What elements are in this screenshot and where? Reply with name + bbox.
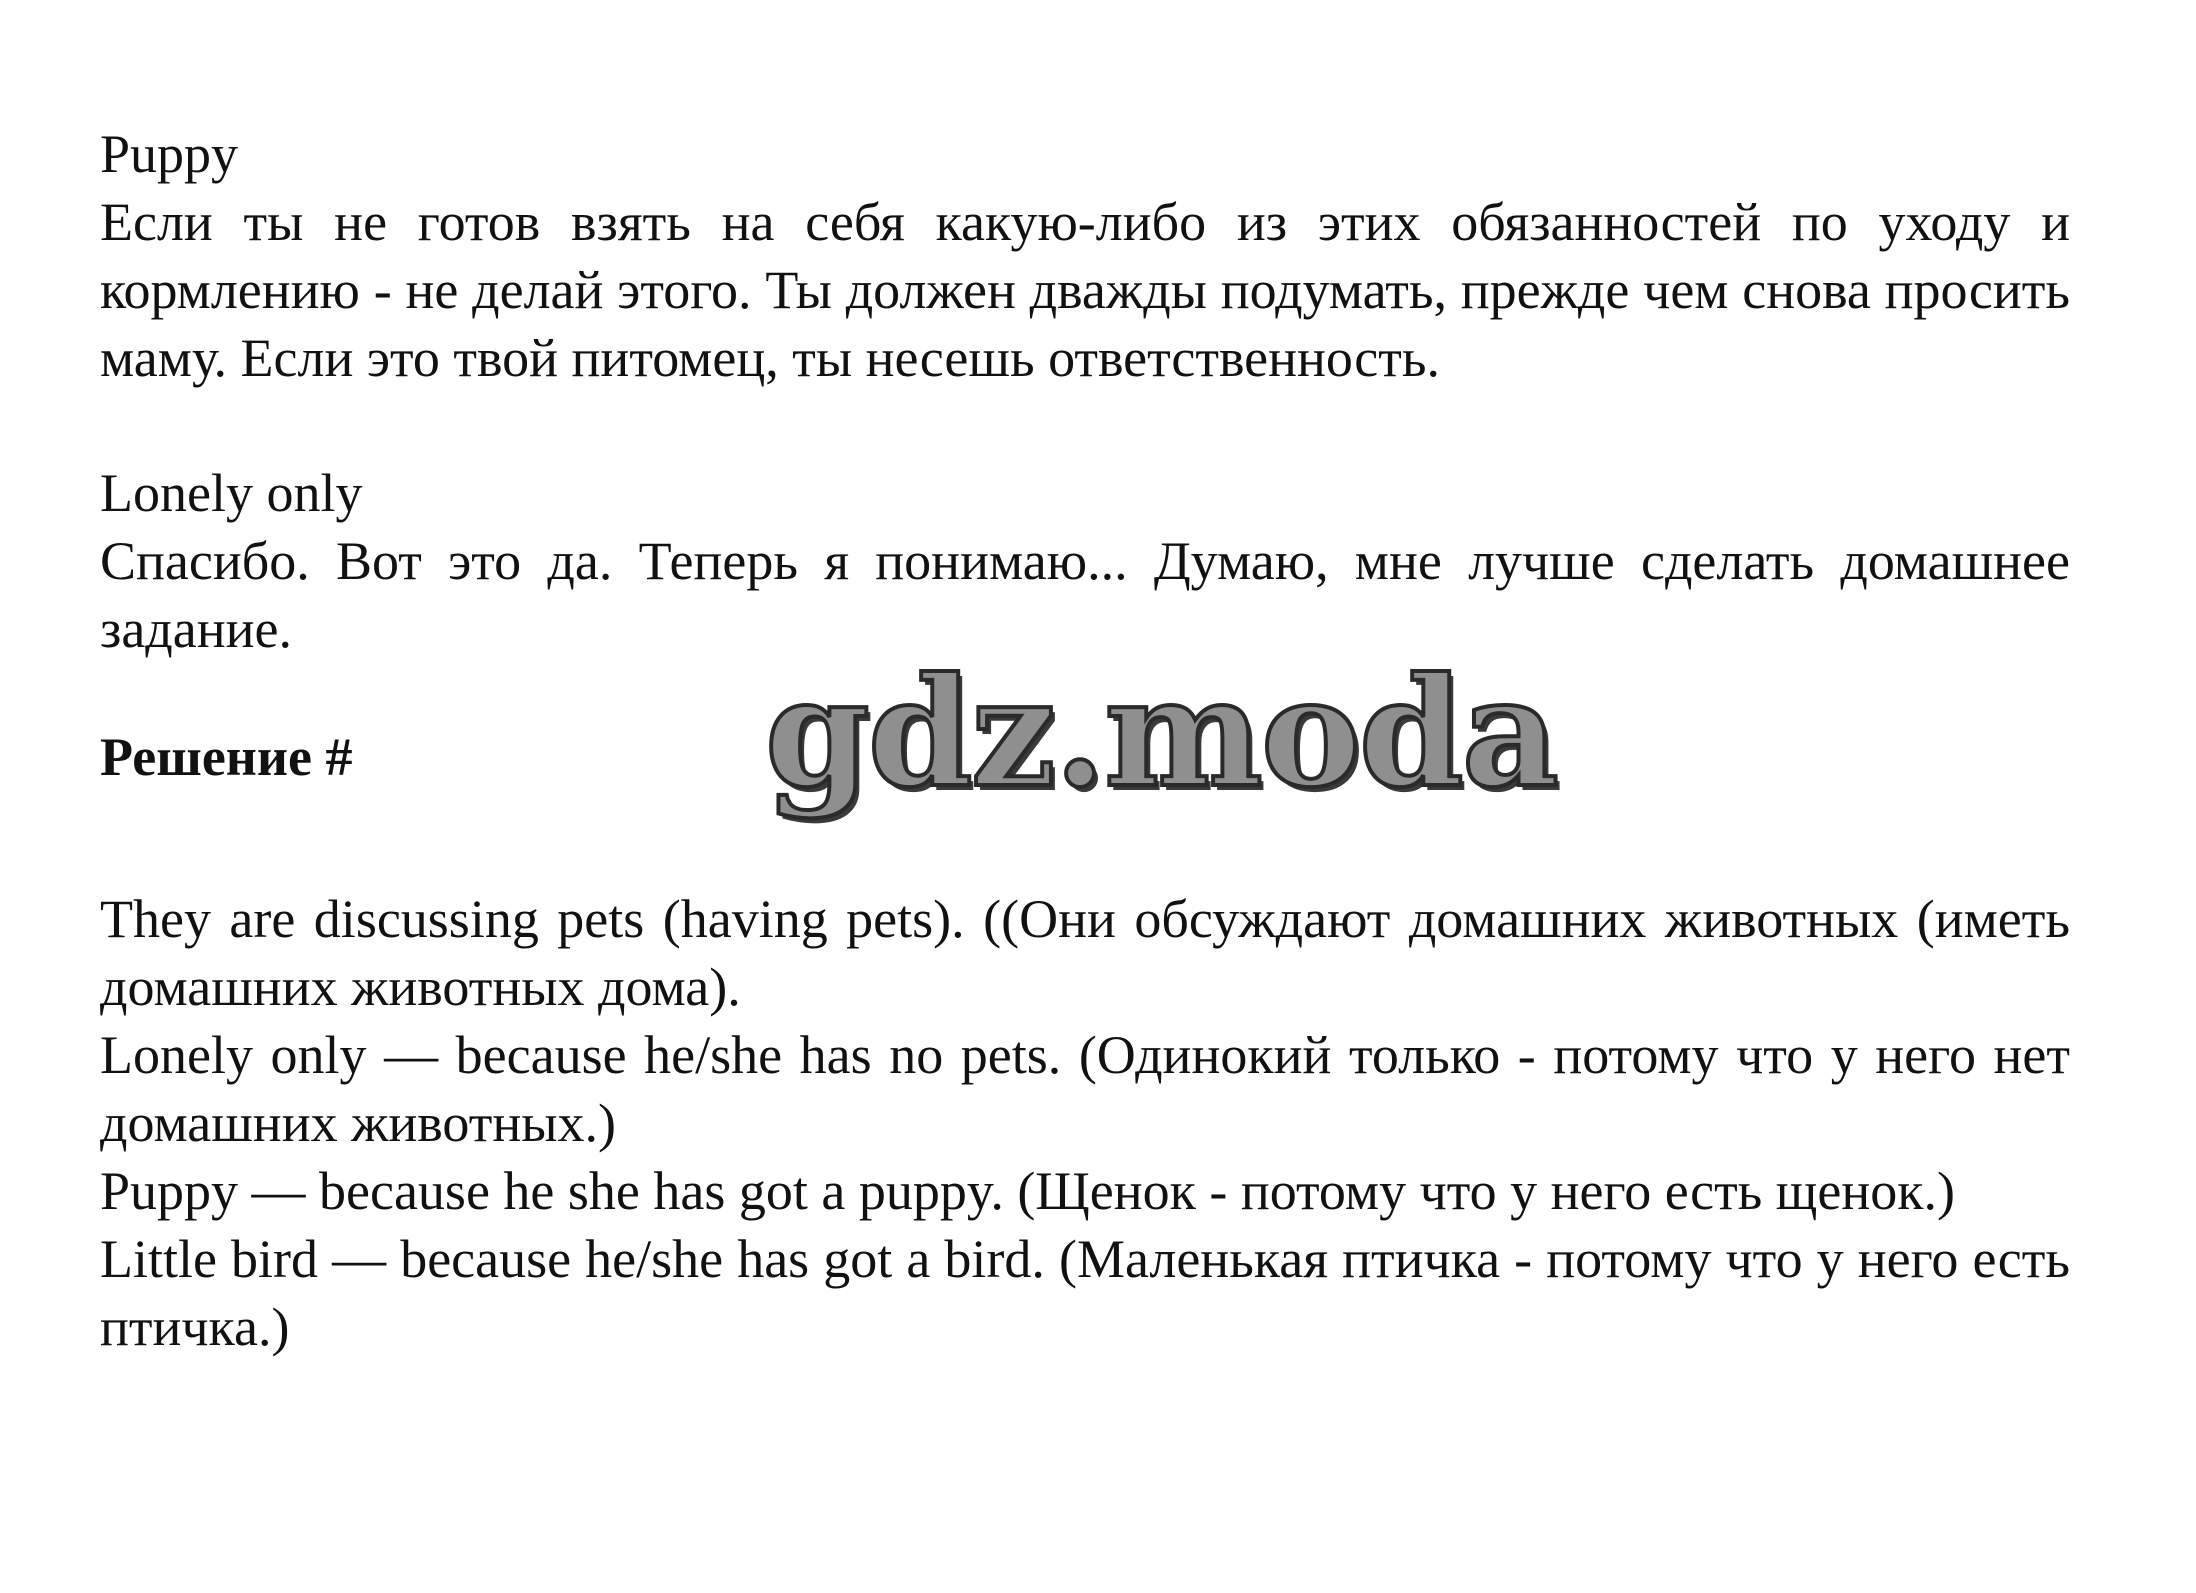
solution-header-row	[100, 645, 2070, 823]
solution-body	[100, 885, 2070, 1361]
dialogue-text: Если ты не готов взять на себя какую-либо из этих обязанностей по уходу и кормлению - не делай этого. Ты должен дважды подумать, прежде чем снова просить маму. Если это твой питомец, ты несешь ответственность.	[100, 192, 2070, 388]
dialogue-entry-puppy	[100, 120, 2070, 392]
solution-paragraph: Puppy — because he she has got a puppy. (Щенок - потому что у него есть щенок.)	[100, 1161, 1955, 1221]
solution-paragraph: Lonely only — because he/she has no pets. (Одинокий только - потому что у него нет домашних животных.)	[100, 1025, 2070, 1153]
solution-heading: Решение #	[100, 727, 353, 787]
dialogue-entry-lonely-only	[100, 459, 2070, 663]
speaker-name: Puppy	[100, 124, 239, 184]
document-page	[100, 120, 2070, 1361]
speaker-name: Lonely only	[100, 463, 363, 523]
dialogue-text: Спасибо. Вот это да. Теперь я понимаю... Думаю, мне лучше сделать домашнее задание.	[100, 531, 2070, 659]
solution-paragraph: Little bird — because he/she has got a bird. (Маленькая птичка - потому что у него есть птичка.)	[100, 1229, 2070, 1357]
solution-paragraph: They are discussing pets (having pets). ((Они обсуждают домашних животных (иметь домашних животных дома).	[100, 889, 2070, 1017]
watermark-logo: gdz.moda	[765, 645, 1558, 821]
